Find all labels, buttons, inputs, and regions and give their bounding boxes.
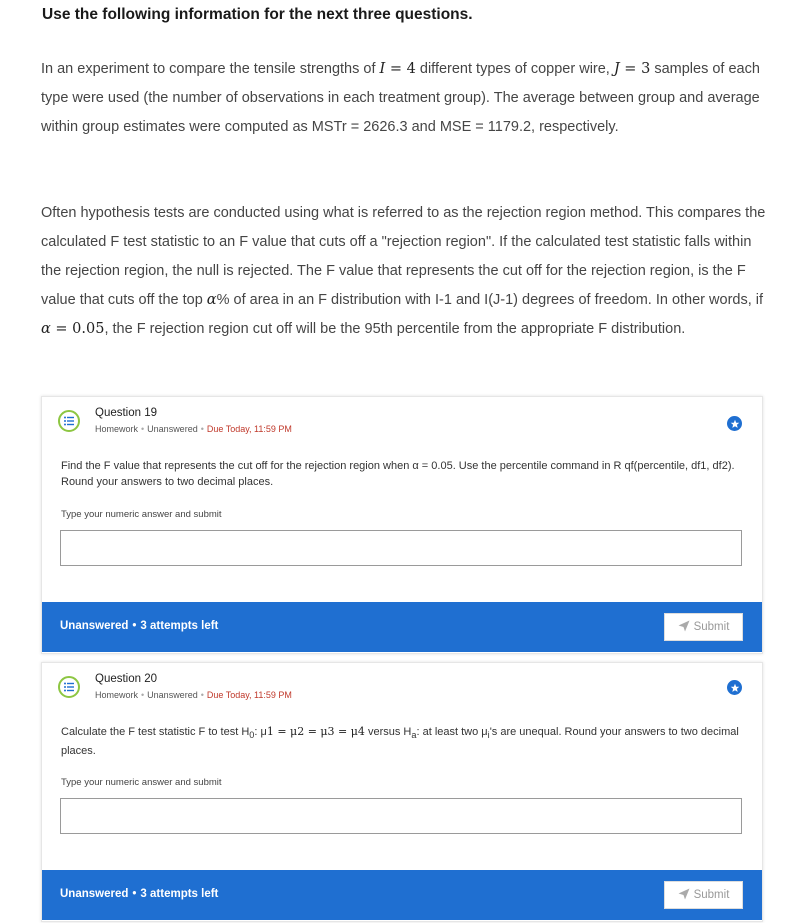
intro-text: % of area in an F distribution with I-1 and I(J-1) degrees of freedom. In other words, if	[216, 292, 764, 308]
question-type: Homework	[95, 424, 139, 434]
question-meta: Homework • Unanswered • Due Today, 11:59 PM	[95, 690, 292, 700]
attempts-left: 3 attempts left	[140, 888, 219, 900]
question-list-icon	[58, 410, 80, 432]
question-state: Unanswered	[147, 690, 198, 700]
question-footer	[42, 870, 762, 920]
send-icon	[678, 620, 690, 632]
question-meta: Homework • Unanswered • Due Today, 11:59 PM	[95, 424, 292, 434]
submit-button[interactable]	[664, 613, 743, 641]
subscript: 0	[249, 730, 255, 741]
submit-label: Submit	[693, 621, 730, 633]
question-text-part: : at least two μ	[416, 726, 488, 738]
numeric-answer-input[interactable]	[60, 798, 742, 834]
status-text: Unanswered	[60, 888, 129, 900]
submit-button[interactable]	[664, 881, 743, 909]
math-alpha: α	[41, 321, 51, 337]
question-card-19	[41, 396, 763, 654]
math-J: J	[613, 61, 620, 77]
question-text-part: 's are unequal. Round your answers to two decimal places.	[61, 726, 739, 758]
question-footer	[42, 602, 762, 652]
math-eq-alpha: = 0.05	[50, 321, 105, 337]
subscript: i	[487, 730, 490, 741]
math-eq-J: = 3	[619, 61, 651, 77]
attempt-status: Unanswered • 3 attempts left	[60, 620, 219, 632]
question-list-icon	[58, 676, 80, 698]
question-text-part: Calculate the F test statistic F to test H	[61, 726, 250, 738]
question-title: Question 20	[95, 673, 158, 685]
send-icon	[678, 888, 690, 900]
numeric-answer-input[interactable]	[60, 530, 742, 566]
subscript: a	[411, 730, 417, 741]
question-title: Question 19	[95, 407, 158, 419]
due-date: Due Today, 11:59 PM	[206, 690, 292, 700]
info-badge-icon[interactable]	[727, 680, 742, 695]
question-card-20	[41, 662, 763, 922]
intro-text: In an experiment to compare the tensile strengths of	[41, 61, 380, 77]
question-type: Homework	[95, 690, 139, 700]
attempt-status: Unanswered • 3 attempts left	[60, 888, 219, 900]
intro-paragraph-1	[41, 55, 766, 142]
answer-hint: Type your numeric answer and submit	[61, 509, 222, 520]
intro-text: , the F rejection region cut off will be the 95th percentile from the appropriate F distribution.	[104, 321, 686, 337]
question-text-part: : μ	[254, 726, 267, 738]
info-badge-icon[interactable]	[727, 416, 742, 431]
math-hypothesis: 1 = μ2 = μ3 = μ4	[266, 725, 365, 738]
math-I: I	[379, 61, 386, 77]
math-eq-I: = 4	[385, 61, 416, 77]
intro-text: different types of copper wire,	[415, 61, 614, 77]
submit-label: Submit	[693, 889, 730, 901]
intro-text: samples of each type were used (the number of observations in each treatment group). The average between group and average within group estimates were computed as MSTr = 2626.3 and MSE = 1179.2, respectively.	[41, 61, 760, 135]
due-date: Due Today, 11:59 PM	[206, 424, 292, 434]
question-state: Unanswered	[147, 424, 198, 434]
math-alpha: α	[206, 292, 217, 308]
question-text-part: versus H	[364, 726, 412, 738]
attempts-left: 3 attempts left	[140, 620, 219, 632]
question-text: Find the F value that represents the cut off for the rejection region when α = 0.05. Use the percentile command in R qf(percentile, df1, df2). Round your answers to two decimal places.	[61, 460, 735, 488]
status-text: Unanswered	[60, 620, 129, 632]
question-text	[61, 724, 741, 759]
intro-text: Often hypothesis tests are conducted using what is referred to as the rejection region method. This compares the calculated F test statistic to an F value that cuts off a "rejection region". If the calculated test statistic falls within the rejection region, the null is rejected. The F value that represents the cut off for the rejection region, is the F value that cuts off the top	[41, 205, 766, 308]
answer-hint: Type your numeric answer and submit	[61, 777, 222, 788]
intro-paragraph-2	[41, 199, 766, 344]
section-heading: Use the following information for the next three questions.	[42, 6, 473, 23]
